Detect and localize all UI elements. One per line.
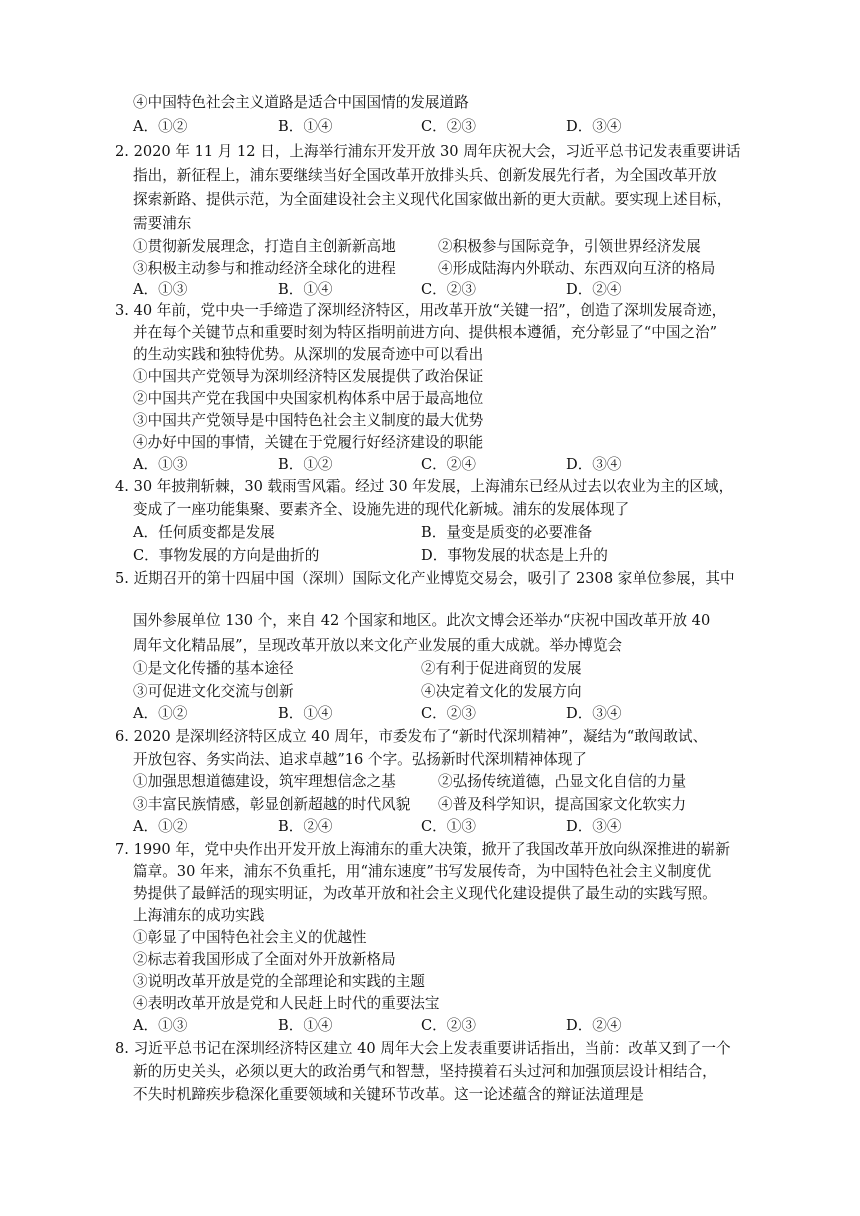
q8-stem-line-2: 新的历史关头，必须以更大的政治勇气和智慧，坚持摸着石头过河和加强顶层设计相结合，: [133, 1063, 717, 1080]
q6-stem-line-2: 开放包容、务实尚法、追求卓越”16 个字。弘扬新时代深圳精神体现了: [133, 751, 587, 768]
q3-statement-2: ②中国共产党在我国中央国家机构体系中居于最高地位: [133, 390, 484, 407]
q5-statement-3: ③可促进文化交流与创新: [133, 683, 294, 700]
q2-stem-line-2: 指出，新征程上，浦东要继续当好全国改革开放排头兵、创新发展先行者，为全国改革开放: [133, 167, 717, 184]
q5-option-b: B．①④: [278, 705, 333, 722]
q6-option-b: B．②④: [278, 818, 333, 835]
q2-option-c: C．②③: [421, 281, 476, 298]
q7-statement-1: ①彰显了中国特色社会主义的优越性: [133, 929, 367, 946]
q3-stem-line-1: 3. 40 年前，党中央一手缔造了深圳经济特区，用改革开放“关键一招”，创造了深圳发展奇迹，: [115, 302, 727, 319]
q1-statement-4: ④中国特色社会主义道路是适合中国国情的发展道路: [133, 94, 469, 111]
q4-option-b: B．量变是质变的必要准备: [421, 524, 593, 541]
q7-stem-line-4: 上海浦东的成功实践: [133, 907, 265, 924]
q6-statement-4: ④普及科学知识，提高国家文化软实力: [438, 796, 687, 813]
q6-option-a: A．①②: [133, 818, 188, 835]
q7-stem-line-2: 篇章。30 年来，浦东不负重托，用“浦东速度”书写发展传奇，为中国特色社会主义制度优: [133, 863, 712, 880]
q8-stem-line-1: 8. 习近平总书记在深圳经济特区建立 40 周年大会上发表重要讲话指出，当前：改革又到了一个: [115, 1040, 731, 1057]
q4-option-d: D．事物发展的状态是上升的: [421, 547, 608, 564]
q7-stem-line-1: 7. 1990 年，党中央作出开发开放上海浦东的重大决策，掀开了我国改革开放向纵深推进的崭新: [115, 841, 730, 858]
q3-statement-1: ①中国共产党领导为深圳经济特区发展提供了政治保证: [133, 368, 484, 385]
q2-stem-line-1: 2. 2020 年 11 月 12 日，上海举行浦东开发开放 30 周年庆祝大会，习近平总书记发表重要讲话: [115, 143, 741, 160]
q5-option-a: A．①②: [133, 705, 188, 722]
q7-statement-2: ②标志着我国形成了全面对外开放新格局: [133, 951, 396, 968]
q2-statement-3: ③积极主动参与和推动经济全球化的进程: [133, 260, 396, 277]
q5-stem-line-3: 周年文化精品展”，呈现改革开放以来文化产业发展的重大成就。举办博览会: [133, 637, 623, 654]
q3-statement-3: ③中国共产党领导是中国特色社会主义制度的最大优势: [133, 412, 484, 429]
q5-statement-1: ①是文化传播的基本途径: [133, 660, 294, 677]
q4-option-c: C．事物发展的方向是曲折的: [133, 547, 320, 564]
q4-stem-line-1: 4. 30 年披荆斩棘，30 载雨雪风霜。经过 30 年发展，上海浦东已经从过去以农业为主的区域，: [115, 478, 734, 495]
q5-option-d: D．③④: [566, 705, 622, 722]
q3-option-d: D．③④: [566, 456, 622, 473]
q3-option-c: C．②④: [421, 456, 476, 473]
q1-option-d: D．③④: [566, 118, 622, 135]
q7-option-a: A．①③: [133, 1017, 188, 1034]
q5-statement-4: ④决定着文化的发展方向: [421, 683, 582, 700]
q5-option-c: C．②③: [421, 705, 476, 722]
q4-stem-line-2: 变成了一座功能集聚、要素齐全、设施先进的现代化新城。浦东的发展体现了: [133, 501, 630, 518]
q1-option-a: A．①②: [133, 118, 188, 135]
q2-stem-line-3: 探索新路、提供示范，为全面建设社会主义现代化国家做出新的更大贡献。要实现上述目标，: [133, 191, 732, 208]
q6-statement-1: ①加强思想道德建设，筑牢理想信念之基: [133, 773, 396, 790]
q2-statement-4: ④形成陆海内外联动、东西双向互济的格局: [438, 260, 716, 277]
q7-option-b: B．①④: [278, 1017, 333, 1034]
q2-statement-1: ①贯彻新发展理念，打造自主创新新高地: [133, 238, 396, 255]
q7-statement-3: ③说明改革开放是党的全部理论和实践的主题: [133, 973, 425, 990]
q6-option-c: C．①③: [421, 818, 476, 835]
q7-option-c: C．②③: [421, 1017, 476, 1034]
q6-statement-2: ②弘扬传统道德，凸显文化自信的力量: [438, 773, 687, 790]
q6-option-d: D．③④: [566, 818, 622, 835]
q7-statement-4: ④表明改革开放是党和人民赶上时代的重要法宝: [133, 995, 440, 1012]
q2-statement-2: ②积极参与国际竞争，引领世界经济发展: [438, 238, 701, 255]
q3-stem-line-3: 的生动实践和独特优势。从深圳的发展奇迹中可以看出: [133, 346, 484, 363]
q6-statement-3: ③丰富民族情感，彰显创新超越的时代风貌: [133, 796, 411, 813]
q2-option-a: A．①③: [133, 281, 188, 298]
q7-option-d: D．②④: [566, 1017, 622, 1034]
q2-option-b: B．①④: [278, 281, 333, 298]
q1-option-b: B．①④: [278, 118, 333, 135]
q3-option-a: A．①③: [133, 456, 188, 473]
q8-stem-line-3: 不失时机蹄疾步稳深化重要领域和关键环节改革。这一论述蕴含的辩证法道理是: [133, 1086, 644, 1103]
q1-option-c: C．②③: [421, 118, 476, 135]
q5-statement-2: ②有利于促进商贸的发展: [421, 660, 582, 677]
q3-stem-line-2: 并在每个关键节点和重要时刻为特区指明前进方向、提供根本遵循，充分彰显了“中国之治”: [133, 324, 718, 341]
q6-stem-line-1: 6. 2020 是深圳经济特区成立 40 周年，市委发布了“新时代深圳精神”，凝结为“敢闯敢试、: [115, 728, 708, 745]
q4-option-a: A．任何质变都是发展: [133, 524, 275, 541]
q7-stem-line-3: 势提供了最鲜活的现实明证，为改革开放和社会主义现代化建设提供了最生动的实践写照。: [133, 885, 717, 902]
q2-stem-line-4: 需要浦东: [133, 215, 192, 232]
q3-option-b: B．①②: [278, 456, 333, 473]
q2-option-d: D．②④: [566, 281, 622, 298]
q3-statement-4: ④办好中国的事情，关键在于党履行好经济建设的职能: [133, 434, 484, 451]
q5-stem-line-1: 5. 近期召开的第十四届中国（深圳）国际文化产业博览交易会，吸引了 2308 家单位参展，其中: [115, 570, 735, 587]
q5-stem-line-2: 国外参展单位 130 个，来自 42 个国家和地区。此次文博会还举办“庆祝中国改革开放 40: [133, 612, 711, 629]
